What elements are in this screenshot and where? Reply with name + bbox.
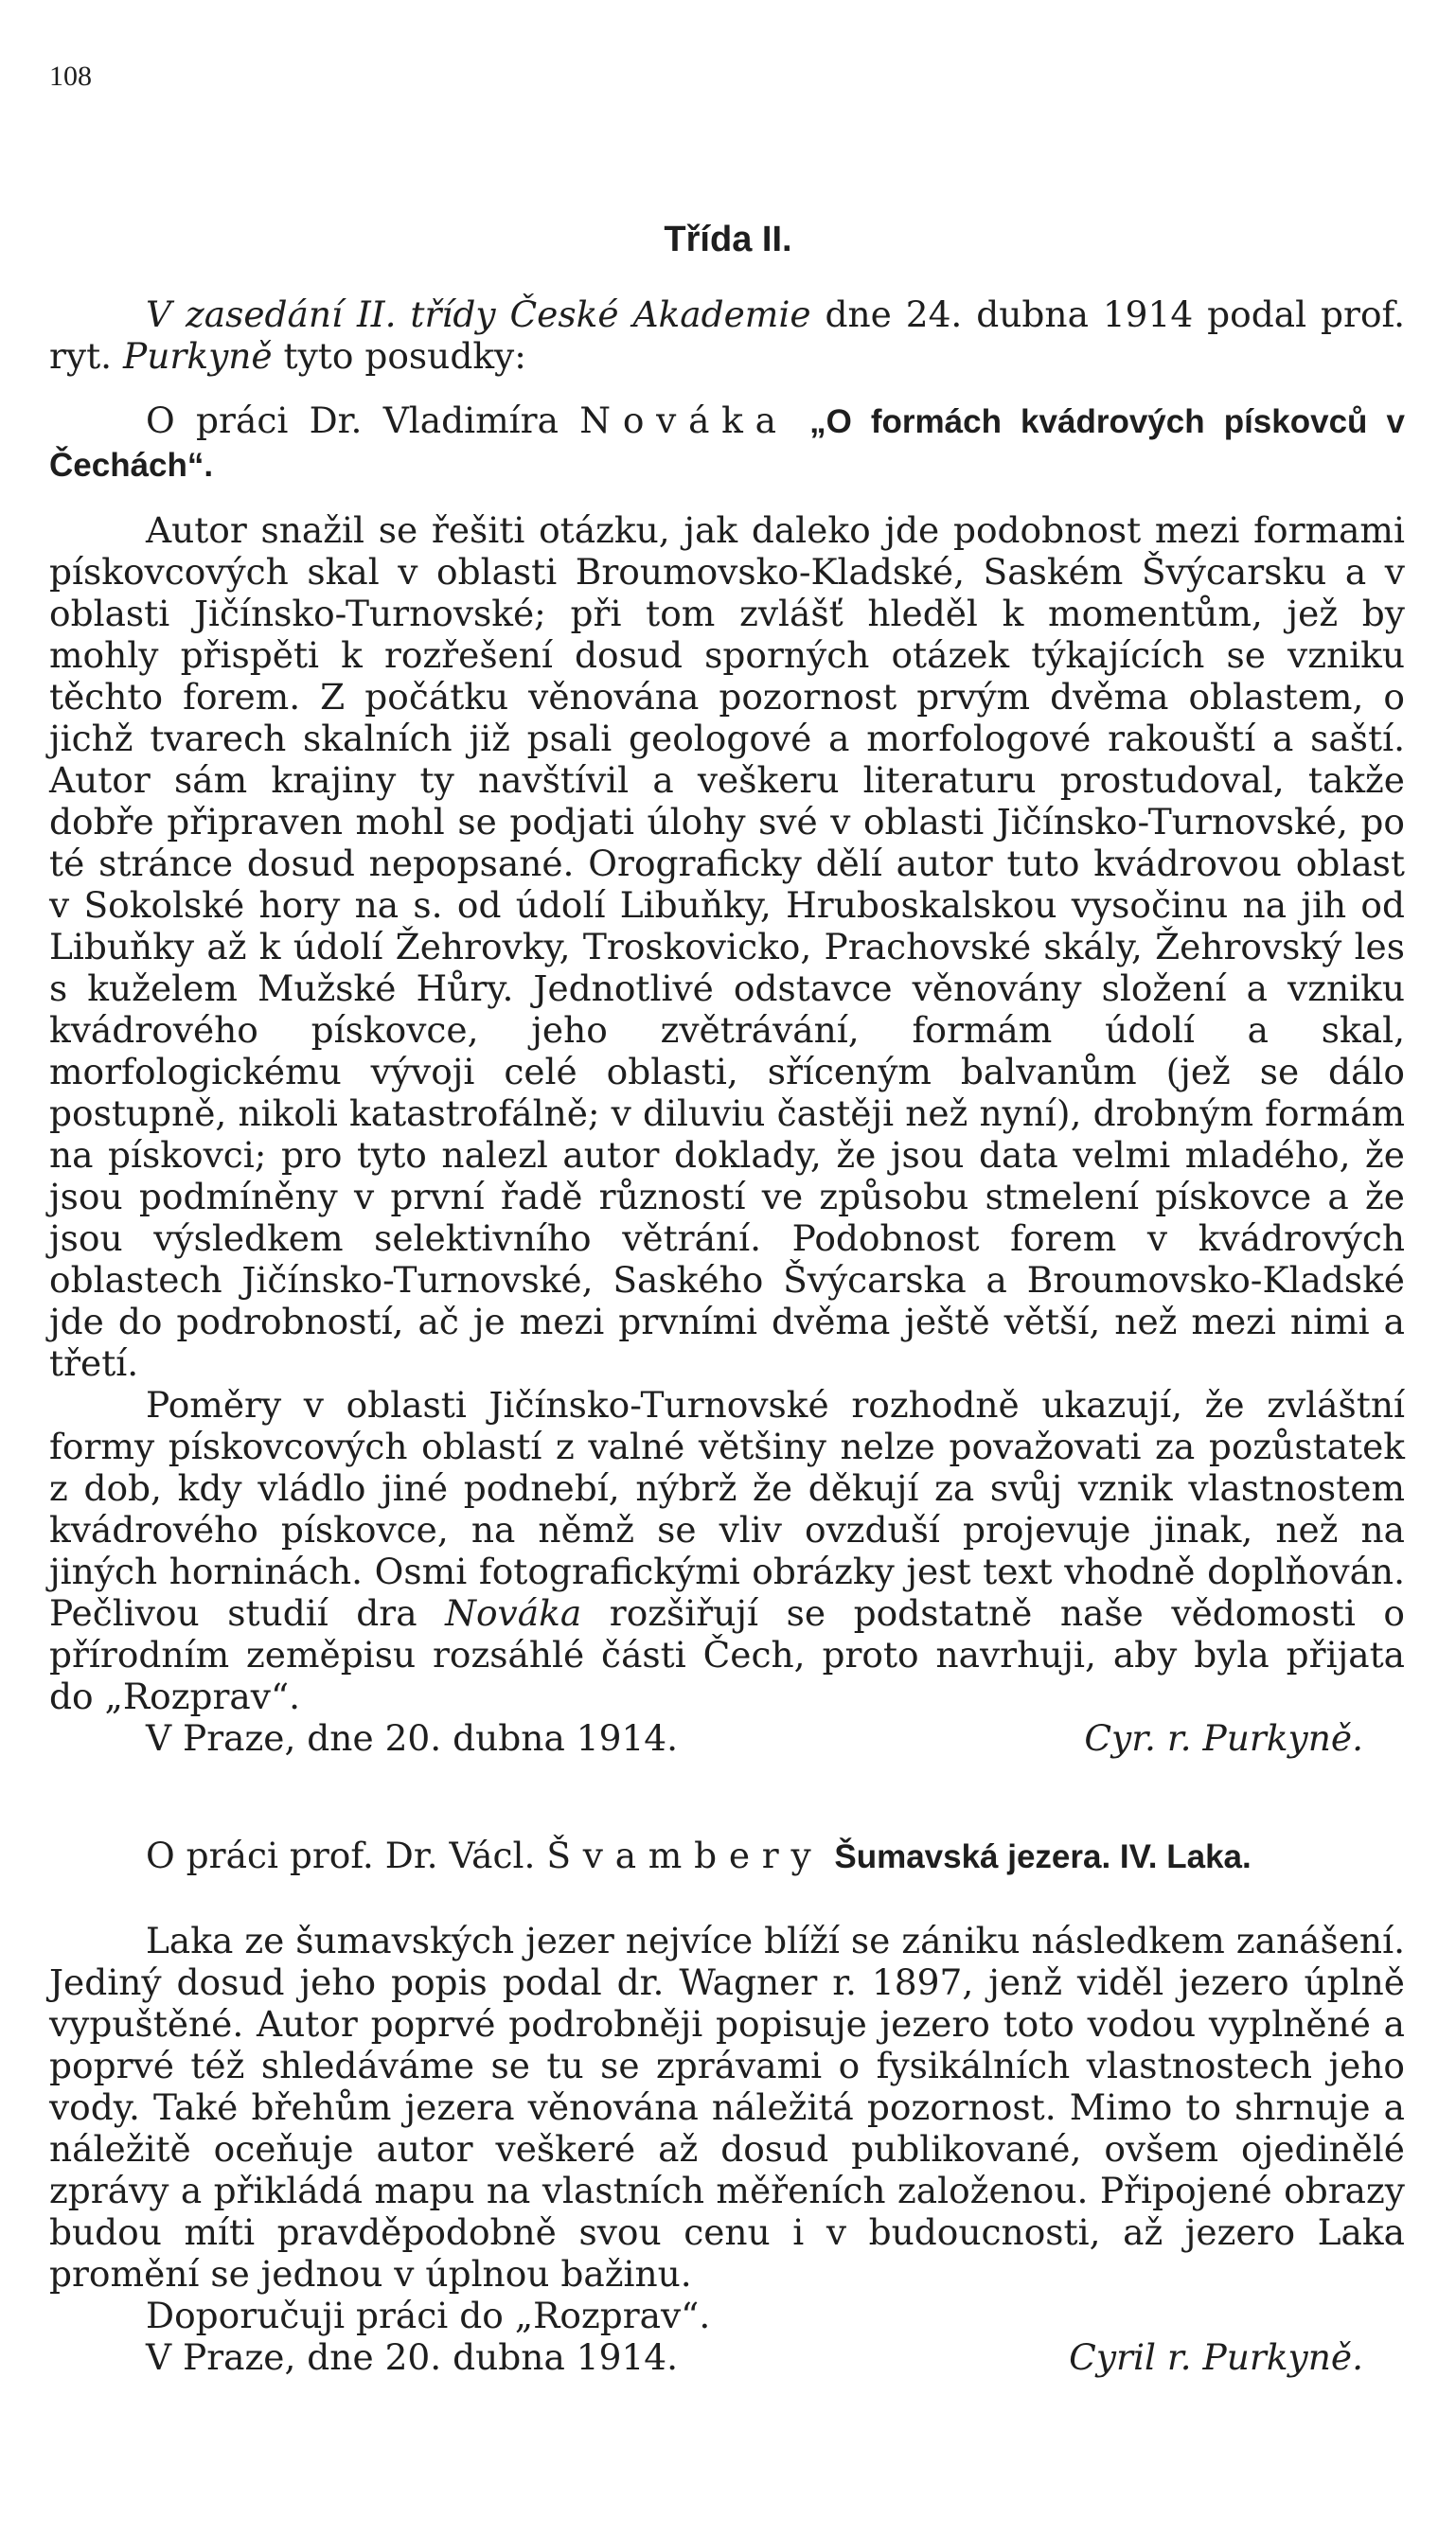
intro-paragraph: V zasedání II. třídy České Akademie dne 24. dubna 1914 podal prof. ryt. Purkyně tyto posudky: <box>49 293 1405 377</box>
review1-paragraph-1: Autor snažil se řešiti otázku, jak daleko jde podobnost mezi formami pískovcových skal v oblasti Broumovsko-Kladské, Saském Švýcarsku a v oblasti Jičínsko-Turnovské; při tom zvlášť hleděl k momentům, jež by mohly přispěti k rozřešení dosud sporných otázek týkajících se vzniku těchto forem. Z počátku věnována pozornost prvým dvěma oblastem, o jichž tvarech skalních již psali geologové a morfologové rakouští a saští. Autor sám krajiny ty navštívil a veškeru literaturu prostudoval, takže dobře připraven mohl se podjati úlohy své v oblasti Jičínsko-Turnovské, po té stránce dosud nepopsané. Orograficky dělí autor tuto kvádrovou oblast v Sokolské hory na s. od údolí Libuňky, Hruboskalskou vysočinu na jih od Libuňky až k údolí Žehrovky, Troskovicko, Prachovské skály, Žehrovský les s kuželem Mužské Hůry. Jednotlivé odstavce věnovány složení a vzniku kvádrového pískovce, jeho zvětrávání, formám údolí a skal, morfologickému vývoji celé oblasti, sříceným balvanům (jež se dálo postupně, nikoli katastrofálně; v diluviu častěji než nyní), drobným formám na pískovci; pro tyto nalezl autor doklady, že jsou data velmi mladého, že jsou podmíněny v první řadě růzností ve způsobu stmelení pískovce a že jsou výsledkem selektivního větrání. Podobnost forem v kvádrových oblastech Jičínsko-Turnovské, Saského Švýcarska a Broumovsko-Kladské jde do podrobností, ač je mezi prvními dvěma ještě větší, než mezi nimi a třetí. <box>49 509 1405 1384</box>
review1-title: O práci Dr. Vladimíra Nováka „O formách kvádrových pískovců v Čechách“. <box>49 399 1405 484</box>
page-content <box>49 293 1405 2378</box>
review2-date: V Praze, dne 20. dubna 1914. <box>146 2336 679 2378</box>
review1-signature-line <box>49 1717 1405 1759</box>
review1-paragraph-2: Poměry v oblasti Jičínsko-Turnovské rozhodně ukazují, že zvláštní formy pískovcových oblastí z valné většiny nelze považovati za pozůstatek z dob, kdy vládlo jiné podnebí, nýbrž že děkují za svůj vznik vlastnostem kvádrového pískovce, na němž se vliv ovzduší projevuje jinak, než na jiných horninách. Osmi fotografickými obrázky jest text vhodně doplňován. Pečlivou studií dra Nováka rozšiřují se podstatně naše vědomosti o přírodním zeměpisu rozsáhlé části Čech, proto navrhuji, aby byla přijata do „Rozprav“. <box>49 1384 1405 1717</box>
review2-recommendation: Doporučuji práci do „Rozprav“. <box>146 2295 711 2336</box>
review2-work-title: Šumavská jezera. IV. Laka. <box>834 1838 1252 1875</box>
review1-author: Nováka <box>579 399 789 441</box>
meeting-reference: V zasedání II. třídy České Akademie <box>146 293 811 335</box>
page-number: 108 <box>49 61 92 92</box>
review2-signature: Cyril r. Purkyně. <box>1069 2336 1363 2378</box>
section-heading: Třída II. <box>664 220 792 259</box>
review1-work-title: „O formách kvádrových pískovců v Čechách“. <box>49 403 1405 484</box>
review2-title: O práci prof. Dr. Václ. Švambery Šumavská jezera. IV. Laka. <box>146 1835 1252 1876</box>
review2-paragraph-1: Laka ze šumavských jezer nejvíce blíží se zániku následkem zanášení. Jediný dosud jeho popis podal dr. Wagner r. 1897, jenž viděl jezero úplně vypuštěné. Autor poprvé podrobněji popisuje jezero toto vodou vyplněné a poprvé též shledáváme se tu se zprávami o fysikálních vlastnostech jeho vody. Také břehům jezera věnována náležitá pozornost. Mimo to shrnuje a náležitě oceňuje autor veškeré až dosud publikované, ovšem ojedinělé zprávy a přikládá mapu na vlastních měřeních založenou. Připojené obrazy budou míti pravděpodobně svou cenu i v budoucnosti, až jezero Laka promění se jednou v úplnou bažinu. <box>49 1920 1405 2295</box>
review1-signature: Cyr. r. Purkyně. <box>1084 1717 1363 1759</box>
review1-date: V Praze, dne 20. dubna 1914. <box>146 1717 679 1759</box>
review2-author: Švambery <box>546 1835 824 1876</box>
review2-signature-line <box>49 2336 1405 2378</box>
reviewer-name: Purkyně <box>123 335 273 377</box>
